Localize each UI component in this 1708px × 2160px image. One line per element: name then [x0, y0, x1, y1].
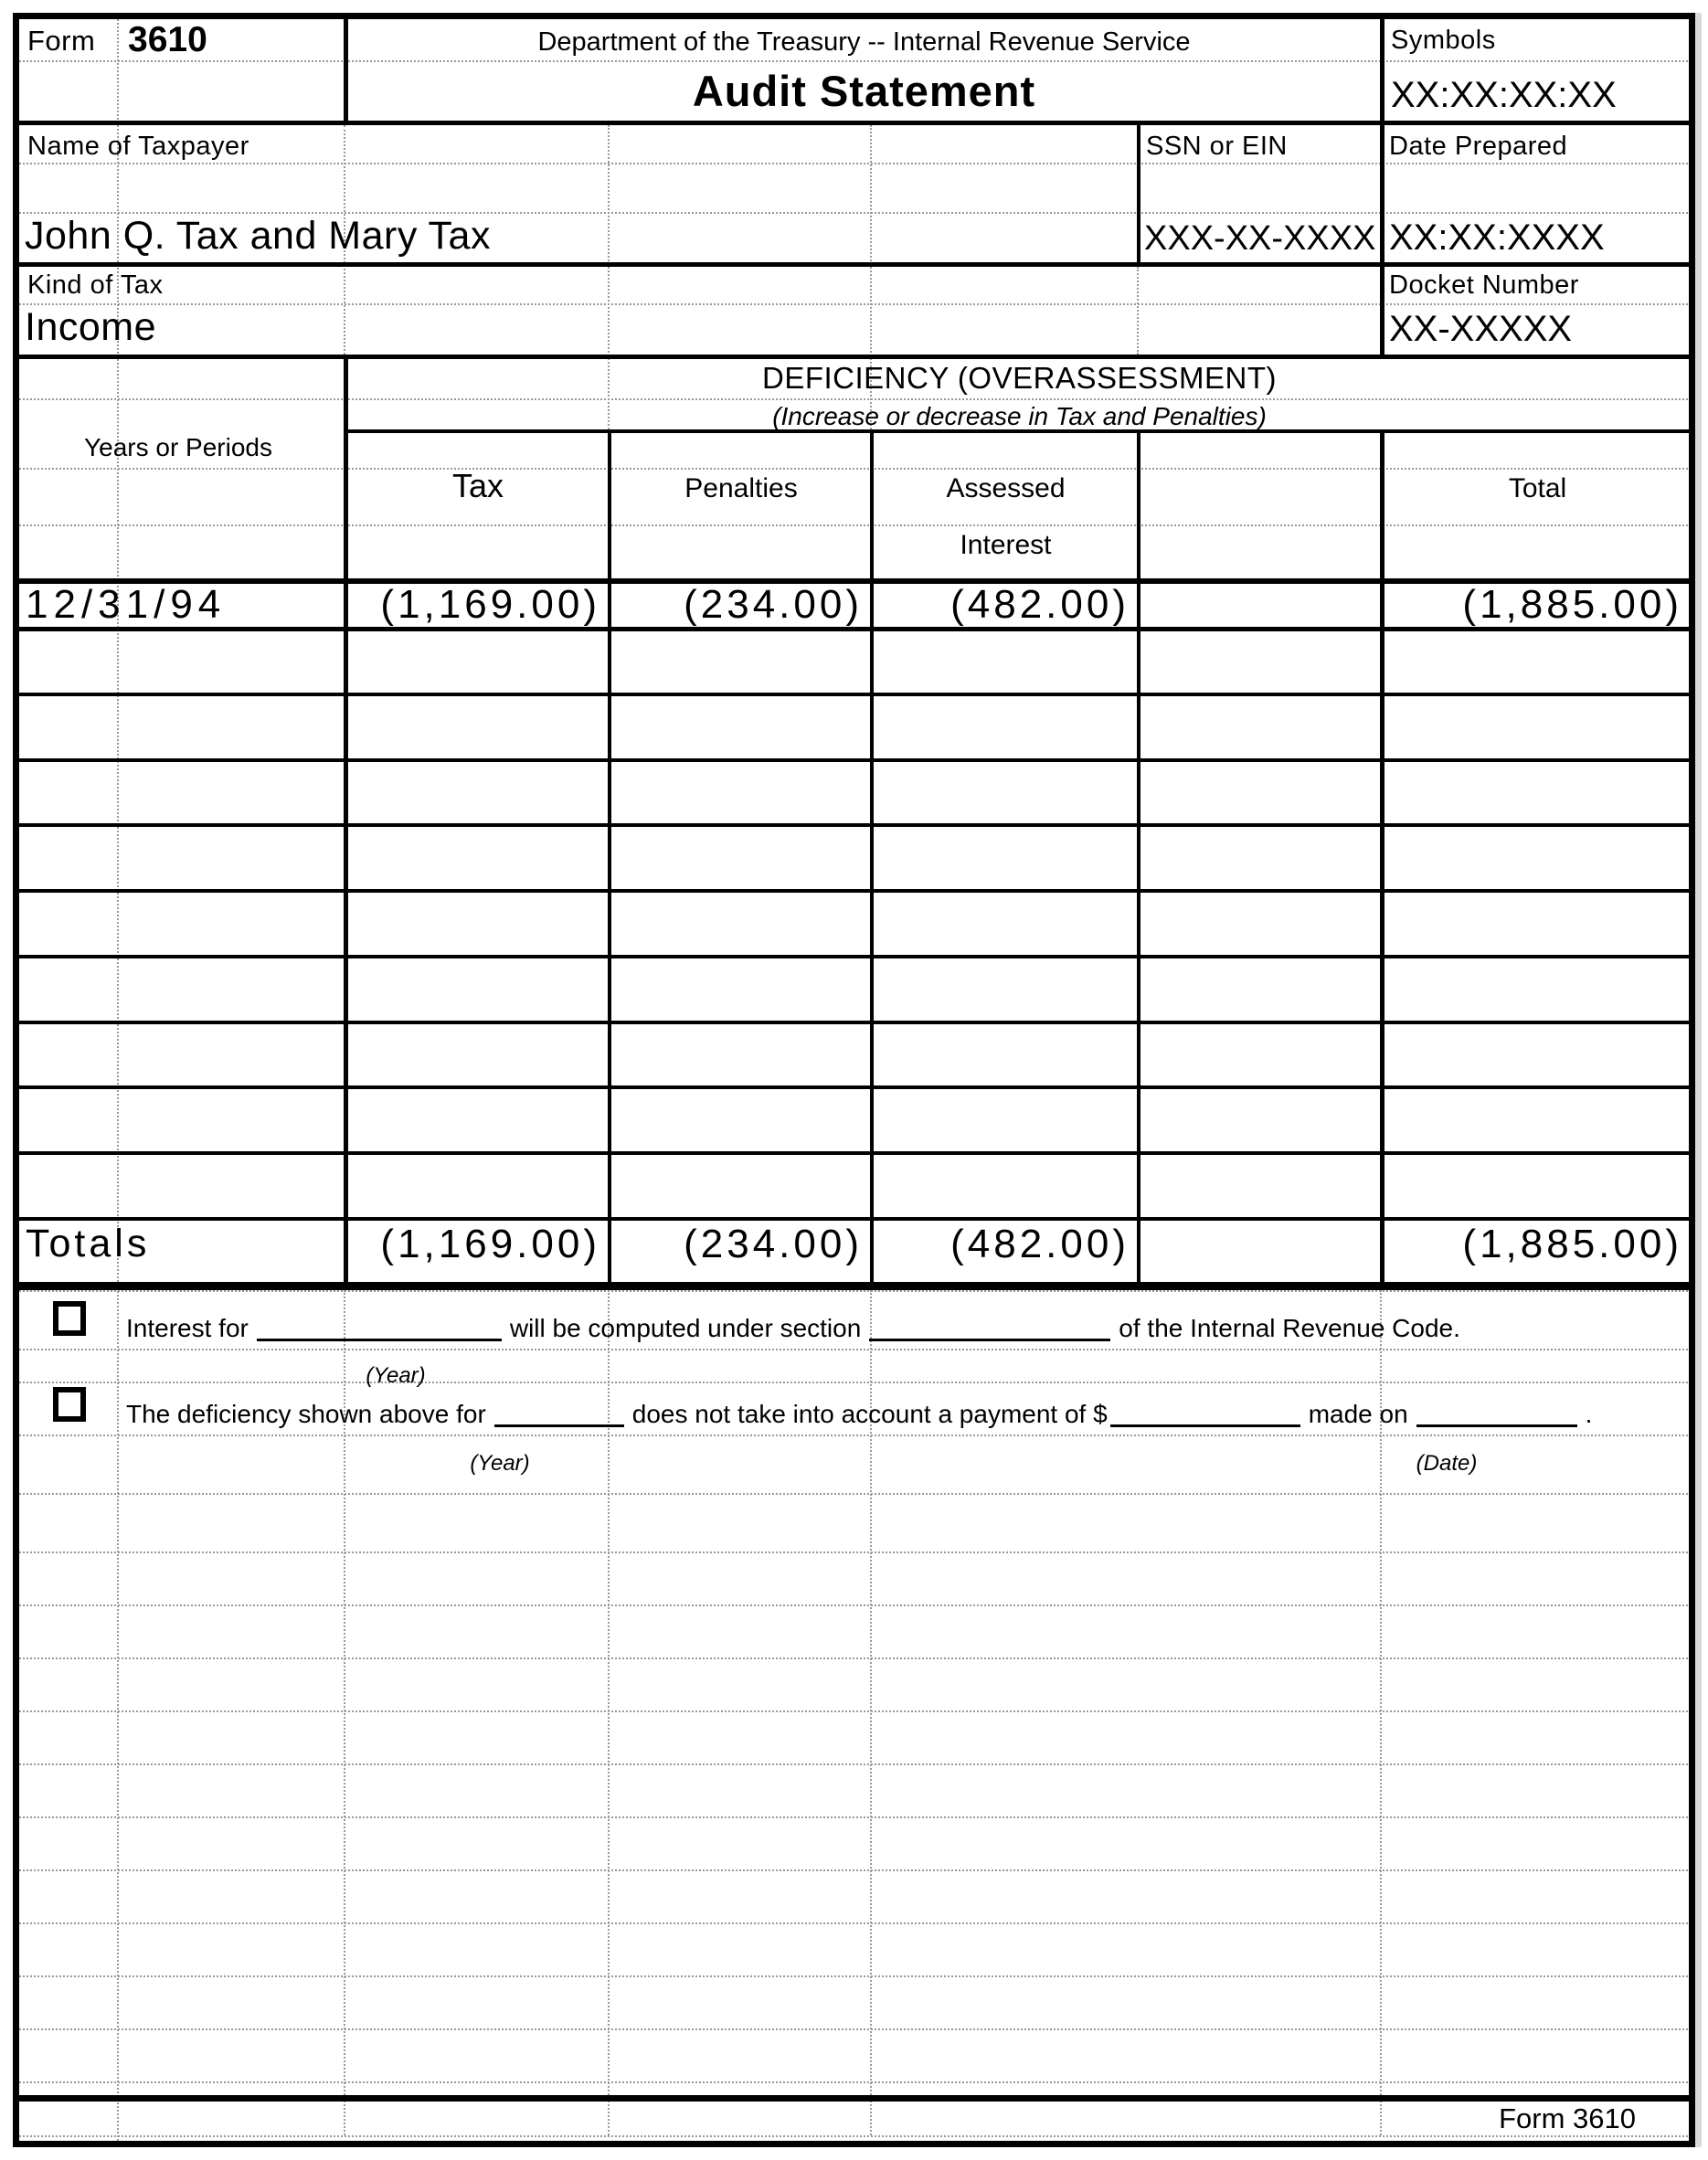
solid-grid-line	[13, 2095, 1695, 2102]
deficiency-checkbox[interactable]	[53, 1387, 86, 1422]
dotted-grid-line	[13, 1657, 1695, 1659]
totals-label: Totals	[26, 1222, 151, 1265]
interest-statement-mid: will be computed under section	[509, 1314, 862, 1342]
solid-grid-line	[13, 1021, 1695, 1024]
interest-statement-pre: Interest for	[126, 1314, 249, 1342]
payment-date-blank	[1416, 1399, 1577, 1427]
kind-of-tax-label: Kind of Tax	[27, 270, 164, 300]
ssn-value: XXX-XX-XXXX	[1144, 219, 1376, 258]
deficiency-section-subtitle: (Increase or decrease in Tax and Penalties)	[772, 402, 1267, 430]
docket-number-label: Docket Number	[1389, 270, 1579, 300]
year-caption-deficiency: (Year)	[470, 1451, 530, 1476]
deficiency-section-title: DEFICIENCY (OVERASSESSMENT)	[762, 361, 1277, 395]
solid-grid-line	[870, 429, 874, 1290]
dotted-grid-line	[13, 1604, 1695, 1606]
dotted-grid-line	[13, 60, 1695, 62]
dotted-grid-line	[13, 1551, 1695, 1553]
penalties-amount-cell: (234.00)	[684, 582, 863, 627]
interest-year-blank	[257, 1313, 502, 1341]
solid-grid-line	[13, 262, 1695, 267]
totals-interest-cell: (482.00)	[950, 1222, 1130, 1266]
solid-grid-line	[13, 121, 1695, 125]
interest-section-blank	[869, 1313, 1110, 1341]
deficiency-year-blank	[494, 1399, 624, 1427]
dotted-grid-line	[13, 1382, 1695, 1383]
deficiency-statement-p3: made on	[1308, 1400, 1408, 1428]
solid-grid-line	[1137, 429, 1140, 1290]
symbols-value: XX:XX:XX:XX	[1391, 75, 1617, 115]
taxpayer-name-label: Name of Taxpayer	[27, 132, 249, 161]
interest-column-header: Interest	[960, 530, 1052, 560]
years-or-periods-header: Years or Periods	[84, 433, 272, 461]
ssn-label: SSN or EIN	[1146, 132, 1288, 161]
year-caption-interest: (Year)	[366, 1363, 426, 1388]
dotted-grid-line	[13, 1493, 1695, 1495]
dotted-grid-line	[13, 398, 1695, 400]
dotted-grid-line	[13, 1816, 1695, 1818]
dotted-grid-line	[13, 1349, 1695, 1350]
form-title: Audit Statement	[692, 67, 1036, 115]
dotted-grid-line	[13, 1290, 1695, 1292]
solid-grid-line	[13, 1151, 1695, 1155]
assessed-column-header: Assessed	[946, 473, 1066, 503]
totals-penalties-cell: (234.00)	[684, 1222, 863, 1266]
totals-tax-cell: (1,169.00)	[380, 1222, 600, 1266]
tax-amount-cell: (1,169.00)	[380, 582, 600, 627]
symbols-label: Symbols	[1391, 26, 1496, 55]
solid-grid-line	[13, 693, 1695, 696]
dotted-grid-line	[13, 163, 1695, 164]
solid-grid-line	[13, 955, 1695, 958]
period-cell: 12/31/94	[26, 582, 227, 627]
form-label: Form	[27, 25, 96, 57]
kind-of-tax-value: Income	[25, 305, 157, 349]
interest-checkbox[interactable]	[53, 1301, 86, 1336]
dotted-grid-line	[13, 2028, 1695, 2030]
solid-grid-line	[608, 429, 611, 1290]
dotted-grid-line	[13, 1710, 1695, 1712]
dotted-grid-line	[13, 2081, 1695, 2083]
dotted-grid-line	[13, 303, 1695, 305]
solid-grid-line	[13, 1217, 1695, 1221]
interest-statement	[126, 1308, 1460, 1343]
footer-form-number: Form 3610	[1499, 2102, 1636, 2134]
scan-edge-artifact	[1695, 13, 1702, 2147]
interest-amount-cell: (482.00)	[950, 582, 1130, 627]
solid-grid-line	[13, 1085, 1695, 1089]
dotted-grid-line	[1137, 267, 1139, 355]
dotted-grid-line	[13, 1975, 1695, 1977]
solid-grid-line	[13, 1282, 1695, 1290]
interest-statement-post: of the Internal Revenue Code.	[1119, 1314, 1460, 1342]
dotted-grid-line	[13, 1435, 1695, 1436]
deficiency-statement-p2: does not take into account a payment of $	[631, 1400, 1108, 1428]
penalties-column-header: Penalties	[684, 473, 798, 503]
date-prepared-label: Date Prepared	[1389, 132, 1568, 161]
totals-total-cell: (1,885.00)	[1462, 1222, 1682, 1266]
date-prepared-value: XX:XX:XXXX	[1389, 217, 1605, 258]
dotted-grid-line	[13, 524, 1695, 526]
dotted-grid-line	[13, 468, 1695, 470]
dotted-grid-line	[13, 2135, 1695, 2137]
dotted-grid-line	[13, 1763, 1695, 1765]
payment-amount-blank	[1110, 1399, 1300, 1427]
solid-grid-line	[13, 823, 1695, 827]
solid-grid-line	[13, 889, 1695, 893]
dotted-grid-line	[13, 1869, 1695, 1871]
dotted-grid-line	[13, 1922, 1695, 1924]
tax-column-header: Tax	[451, 467, 504, 504]
solid-grid-line	[1380, 429, 1384, 1290]
solid-grid-line	[13, 758, 1695, 762]
form-number: 3610	[128, 20, 207, 59]
deficiency-statement	[126, 1394, 1592, 1429]
deficiency-statement-p1: The deficiency shown above for	[126, 1400, 486, 1428]
date-caption-deficiency: (Date)	[1416, 1451, 1478, 1476]
total-column-header: Total	[1508, 473, 1567, 503]
solid-grid-line	[1137, 124, 1140, 266]
solid-grid-line	[13, 627, 1695, 631]
department-line: Department of the Treasury -- Internal Revenue Service	[537, 27, 1191, 57]
solid-grid-line	[1380, 19, 1384, 358]
solid-grid-line	[13, 355, 1695, 359]
docket-number-value: XX-XXXXX	[1389, 309, 1573, 349]
total-amount-cell: (1,885.00)	[1462, 582, 1682, 627]
taxpayer-name-value: John Q. Tax and Mary Tax	[25, 214, 491, 258]
deficiency-statement-end: .	[1585, 1400, 1593, 1428]
